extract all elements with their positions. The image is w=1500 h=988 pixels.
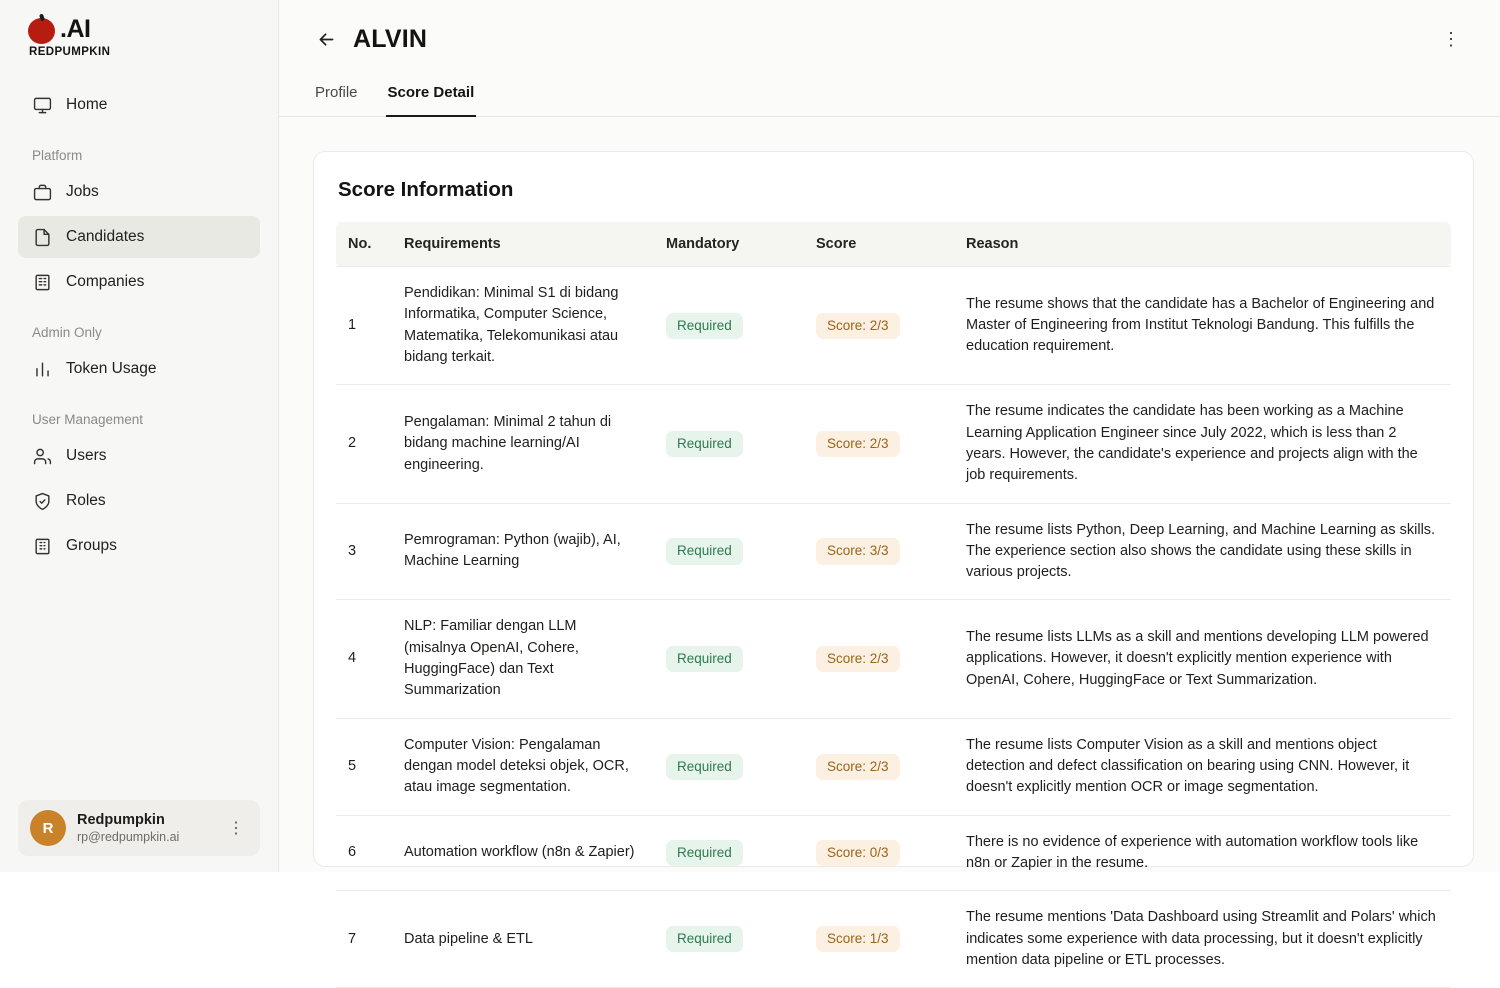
- cell-score: [804, 891, 954, 988]
- status-badge: Required: [666, 926, 743, 952]
- sidebar-item-companies[interactable]: [18, 261, 260, 303]
- sidebar-item-groups[interactable]: [18, 525, 260, 567]
- cell-reason: The resume lists Python, Deep Learning, and Machine Learning as skills. The experience section also shows the candidate using these skills in various projects.: [954, 503, 1451, 600]
- logo[interactable]: [0, 0, 278, 58]
- status-badge: Required: [666, 538, 743, 564]
- table-row: [336, 815, 1451, 891]
- cell-score: [804, 267, 954, 385]
- cell-score: [804, 815, 954, 891]
- cell-mandatory: [654, 385, 804, 503]
- header-kebab-menu-icon[interactable]: ⋮: [1442, 28, 1460, 49]
- table-header: [336, 222, 1451, 267]
- table-row: [336, 600, 1451, 718]
- score-badge: Score: 2/3: [816, 431, 900, 457]
- cell-no: 3: [336, 503, 392, 600]
- logo-ai-text: .AI: [60, 14, 91, 43]
- cell-reason: The resume shows that the candidate has a Bachelor of Engineering and Master of Engineering from Institut Teknologi Bandung. This fulfills the education requirement.: [954, 267, 1451, 385]
- cell-requirement: Data pipeline & ETL: [392, 891, 654, 988]
- pumpkin-logo-icon: [28, 14, 58, 44]
- grid-building-icon: [32, 536, 52, 556]
- status-badge: Required: [666, 431, 743, 457]
- cell-score: [804, 503, 954, 600]
- tab-score-detail[interactable]: Score Detail: [386, 78, 477, 117]
- sidebar-item-token-usage[interactable]: [18, 348, 260, 390]
- sidebar-nav: [0, 84, 278, 800]
- sidebar-item-label: Home: [66, 96, 108, 113]
- building-icon: [32, 272, 52, 292]
- cell-reason: There is no evidence of experience with automation workflow tools like n8n or Zapier in the resume.: [954, 815, 1451, 891]
- cell-mandatory: [654, 503, 804, 600]
- cell-no: 2: [336, 385, 392, 503]
- sidebar-item-label: Token Usage: [66, 360, 157, 377]
- logo-wordmark: REDPUMPKIN: [29, 46, 111, 58]
- cell-score: [804, 600, 954, 718]
- users-icon: [32, 446, 52, 466]
- main-content: [279, 0, 1500, 968]
- status-badge: Required: [666, 646, 743, 672]
- score-badge: Score: 2/3: [816, 313, 900, 339]
- shield-check-icon: [32, 491, 52, 511]
- cell-score: [804, 718, 954, 815]
- cell-no: 5: [336, 718, 392, 815]
- status-badge: Required: [666, 840, 743, 866]
- sidebar-item-label: Roles: [66, 492, 106, 509]
- sidebar-item-users[interactable]: [18, 435, 260, 477]
- card-title: Score Information: [338, 178, 514, 201]
- status-badge: Required: [666, 754, 743, 780]
- cell-mandatory: [654, 891, 804, 988]
- cell-reason: The resume lists Computer Vision as a skill and mentions object detection and defect classification on bearing using CNN. However, it doesn't explicitly mention OCR or image segmentation.: [954, 718, 1451, 815]
- cell-mandatory: [654, 815, 804, 891]
- sidebar-section-user-management: User Management: [32, 412, 144, 427]
- status-badge: Required: [666, 313, 743, 339]
- sidebar-item-label: Users: [66, 447, 107, 464]
- sidebar-user-card[interactable]: [18, 800, 260, 856]
- avatar: R: [30, 810, 66, 846]
- cell-requirement: Computer Vision: Pengalaman dengan model deteksi objek, OCR, atau image segmentation.: [392, 718, 654, 815]
- sidebar-item-jobs[interactable]: [18, 171, 260, 213]
- table-row: [336, 891, 1451, 988]
- cell-requirement: Automation workflow (n8n & Zapier): [392, 815, 654, 891]
- page-title: ALVIN: [353, 24, 428, 53]
- score-badge: Score: 2/3: [816, 754, 900, 780]
- column-header-mandatory: Mandatory: [654, 222, 804, 267]
- column-header-reason: Reason: [954, 222, 1451, 267]
- table-row: [336, 385, 1451, 503]
- cell-requirement: Pendidikan: Minimal S1 di bidang Informatika, Computer Science, Matematika, Telekomunikasi atau bidang terkait.: [392, 267, 654, 385]
- table-body: [336, 267, 1451, 988]
- score-badge: Score: 3/3: [816, 538, 900, 564]
- column-header-requirements: Requirements: [392, 222, 654, 267]
- table-row: [336, 718, 1451, 815]
- cell-requirement: Pemrograman: Python (wajib), AI, Machine Learning: [392, 503, 654, 600]
- arrow-left-icon[interactable]: [311, 24, 341, 54]
- sidebar-item-roles[interactable]: [18, 480, 260, 522]
- cell-requirement: NLP: Familiar dengan LLM (misalnya OpenAI, Cohere, HuggingFace) dan Text Summarization: [392, 600, 654, 718]
- cell-requirement: Pengalaman: Minimal 2 tahun di bidang machine learning/AI engineering.: [392, 385, 654, 503]
- column-header-no: No.: [336, 222, 392, 267]
- cell-score: [804, 385, 954, 503]
- cell-mandatory: [654, 718, 804, 815]
- kebab-menu-icon[interactable]: ⋮: [228, 820, 245, 837]
- sidebar-section-admin-only: Admin Only: [32, 325, 102, 340]
- column-header-score: Score: [804, 222, 954, 267]
- cell-mandatory: [654, 267, 804, 385]
- score-badge: Score: 0/3: [816, 840, 900, 866]
- tab-profile[interactable]: Profile: [315, 84, 358, 101]
- monitor-icon: [32, 95, 52, 115]
- sidebar-item-label: Jobs: [66, 183, 99, 200]
- table-row: [336, 503, 1451, 600]
- sidebar-section-platform: Platform: [32, 148, 83, 163]
- briefcase-icon: [32, 182, 52, 202]
- score-table: [336, 222, 1451, 988]
- page-header: [279, 0, 1500, 78]
- table-row: [336, 267, 1451, 385]
- sidebar-item-candidates[interactable]: [18, 216, 260, 258]
- score-information-card: [313, 151, 1474, 968]
- tab-bar: [279, 78, 1500, 117]
- user-name: Redpumpkin: [77, 811, 165, 828]
- user-email: rp@redpumpkin.ai: [77, 829, 180, 844]
- cell-reason: The resume indicates the candidate has been working as a Machine Learning Application Engineer since July 2022, which is less than 2 years. However, the candidate's experience and projects align with the job requirements.: [954, 385, 1451, 503]
- score-badge: Score: 1/3: [816, 926, 900, 952]
- cell-reason: The resume lists LLMs as a skill and mentions developing LLM powered applications. However, it doesn't explicitly mention experience with OpenAI, Cohere, HuggingFace or Text Summarization.: [954, 600, 1451, 718]
- score-badge: Score: 2/3: [816, 646, 900, 672]
- sidebar-item-home[interactable]: [18, 84, 260, 126]
- cell-no: 7: [336, 891, 392, 988]
- document-icon: [32, 227, 52, 247]
- bar-chart-icon: [32, 359, 52, 379]
- sidebar-item-label: Groups: [66, 537, 117, 554]
- content-area: [279, 117, 1500, 968]
- cell-mandatory: [654, 600, 804, 718]
- sidebar: [0, 0, 279, 872]
- cell-reason: The resume mentions 'Data Dashboard using Streamlit and Polars' which indicates some experience with data processing, but it doesn't explicitly mention data pipeline or ETL processes.: [954, 891, 1451, 988]
- sidebar-item-label: Companies: [66, 273, 145, 290]
- table-header-row: [336, 222, 1451, 267]
- sidebar-item-label: Candidates: [66, 228, 145, 245]
- cell-no: 1: [336, 267, 392, 385]
- cell-no: 4: [336, 600, 392, 718]
- cell-no: 6: [336, 815, 392, 891]
